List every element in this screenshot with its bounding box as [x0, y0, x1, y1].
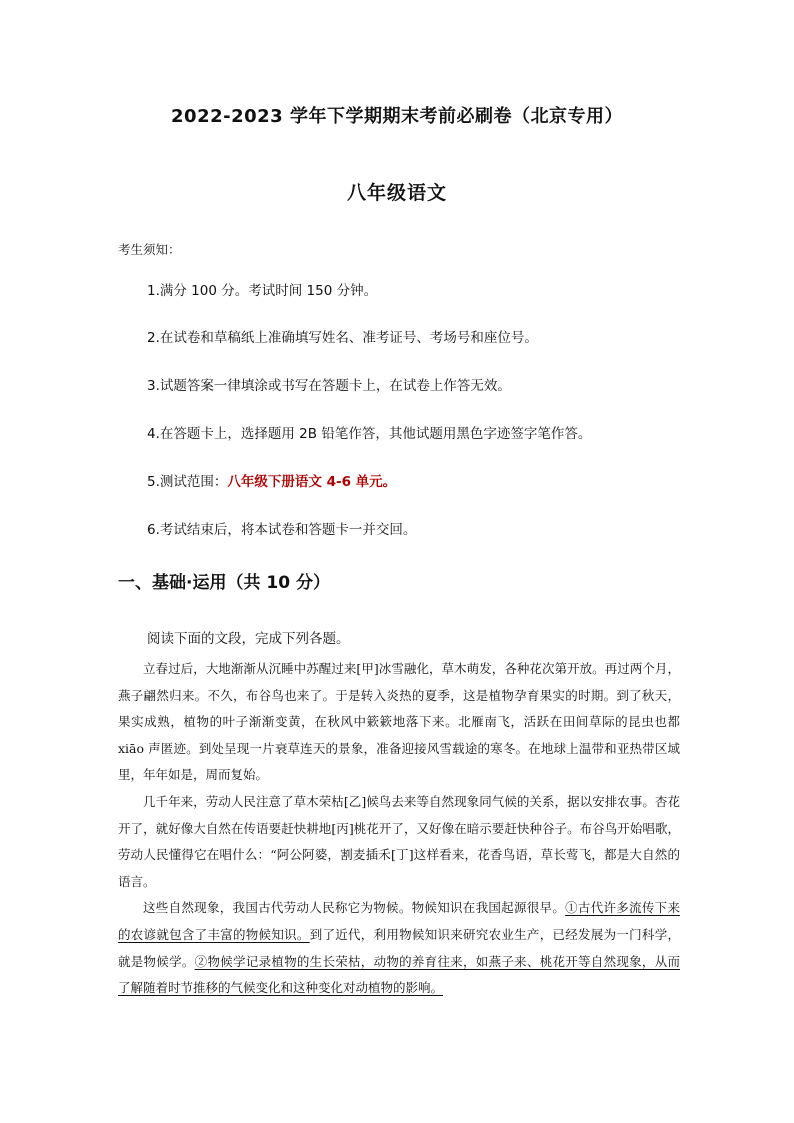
- scope-value: 八年级下册语文 4-6 单元。: [227, 474, 397, 490]
- underlined-sentence-1: ①古代许多流传下来的农谚就包含了丰富的物候知识。: [118, 900, 680, 942]
- passage-paragraph-3: [118, 895, 680, 1001]
- paragraph-3-middle: 到了近代，利用物候知识来研究农业生产，已经发展为一门科学，就是物候学。: [118, 926, 680, 969]
- reading-instruction: 阅读下面的文段，完成下列各题。: [147, 631, 350, 647]
- notice-rule-2: 2.在试卷和草稿纸上准确填写姓名、准考证号、考场号和座位号。: [147, 330, 538, 346]
- section-heading: 一、基础·运用（共 10 分）: [118, 573, 330, 593]
- notice-rule-1: 1.满分 100 分。考试时间 150 分钟。: [147, 283, 378, 299]
- page-subtitle: 八年级语文: [346, 182, 447, 204]
- paragraph-3-intro: 这些自然现象，我国古代劳动人民称它为物候。物候知识在我国起源很早。: [143, 900, 566, 916]
- page-title: 2022-2023 学年下学期期末考前必刷卷（北京专用）: [171, 106, 623, 127]
- notice-rule-4: 4.在答题卡上，选择题用 2B 铅笔作答，其他试题用黑色字迹签字笔作答。: [147, 426, 592, 442]
- notice-rule-5: [147, 472, 396, 492]
- reading-passage: [118, 656, 680, 1002]
- notice-rule-3: 3.试题答案一律填涂或书写在答题卡上，在试卷上作答无效。: [147, 378, 511, 394]
- notice-rule-6: 6.考试结束后，将本试卷和答题卡一并交回。: [147, 522, 417, 538]
- scope-label: 5.测试范围：: [147, 474, 228, 490]
- passage-paragraph-1: 立春过后，大地渐渐从沉睡中苏醒过来[甲]冰雪融化，草木萌发，各种花次第开放。再过两个月，燕子翩然归来。不久，布谷鸟也来了。于是转入炎热的夏季，这是植物孕育果实的时期。到了秋天，果实成熟，植物的叶子渐渐变黄，在秋风中簌簌地落下来。北雁南飞，活跃在田间草际的昆虫也都 xiāo 声匿迹。到处呈现一片衰草连天的景象，准备迎接风雪载途的寒冬。在地球上温带和亚热带区域里，年年如是，周而复始。: [118, 661, 680, 783]
- passage-paragraph-2: 几千年来，劳动人民注意了草木荣枯[乙]候鸟去来等自然现象同气候的关系，据以安排农事。杏花开了，就好像大自然在传语要赶快耕地[丙]桃花开了，又好像在暗示要赶快种谷子。布谷鸟开始唱歌，劳动人民懂得它在唱什么：“阿公阿婆，割麦插禾[丁]这样看来，花香鸟语，草长莺飞，都是大自然的语言。: [118, 793, 680, 889]
- notice-heading: 考生须知：: [118, 242, 181, 257]
- underlined-sentence-2: ②物候学记录植物的生长荣枯，动物的养育往来，如燕子来、桃花开等自然现象，从而了解随着时节推移的气候变化和这种变化对动植物的影响。: [118, 953, 680, 996]
